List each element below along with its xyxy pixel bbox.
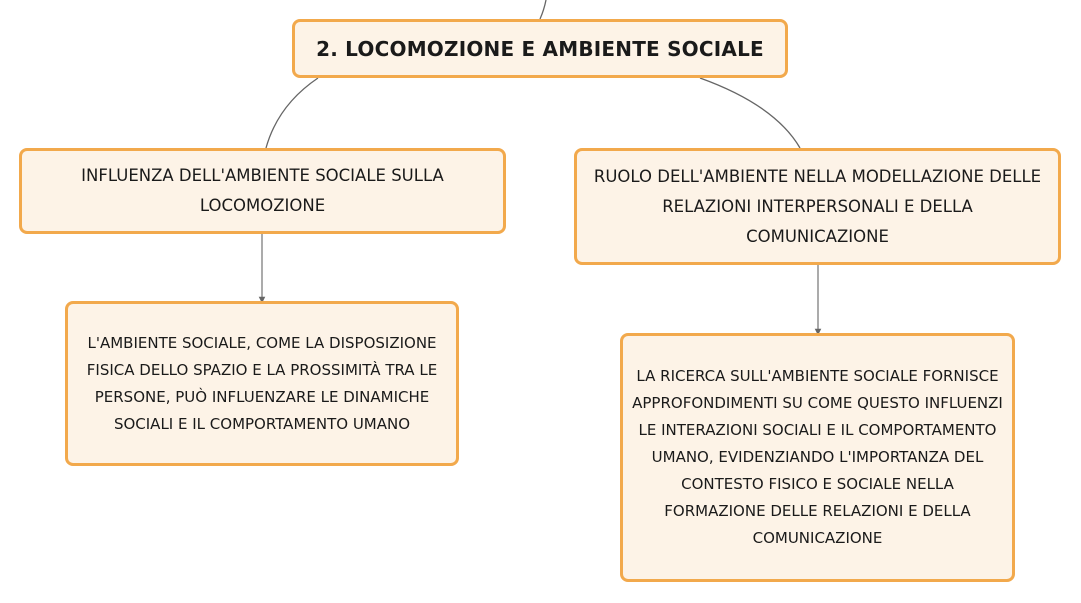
connector-root-to-left-branch (266, 78, 318, 148)
root-topic-label: 2. LOCOMOZIONE E AMBIENTE SOCIALE (316, 36, 764, 61)
subtopic-influenza-label: INFLUENZA DELL'AMBIENTE SOCIALE SULLA LOCOMOZIONE (81, 166, 444, 215)
root-topic-node[interactable] (292, 19, 788, 78)
subtopic-ruolo-label: RUOLO DELL'AMBIENTE NELLA MODELLAZIONE DELLE RELAZIONI INTERPERSONALI E DELLA COMUNICAZIONE (593, 166, 1042, 246)
connector-root-to-right-branch (700, 78, 800, 148)
detail-ricerca-node[interactable] (620, 333, 1015, 582)
detail-ambiente-sociale-node[interactable] (65, 301, 459, 466)
connector-parent-to-root (540, 0, 546, 19)
detail-ricerca-text: LA RICERCA SULL'AMBIENTE SOCIALE FORNISCE APPROFONDIMENTI SU COME QUESTO INFLUENZI LE INTERAZIONI SOCIALI E IL COMPORTAMENTO UMANO, EVIDENZIANDO L'IMPORTANZA DEL CONTESTO FISICO E SOCIALE NELLA FORMAZIONE DELLE RELAZIONI E DELLA COMUNICAZIONE (632, 367, 1003, 547)
subtopic-influenza-node[interactable] (19, 148, 506, 234)
detail-ambiente-sociale-text: L'AMBIENTE SOCIALE, COME LA DISPOSIZIONE FISICA DELLO SPAZIO E LA PROSSIMITÀ TRA LE PERSONE, PUÒ INFLUENZARE LE DINAMICHE SOCIALI E IL COMPORTAMENTO UMANO (86, 333, 438, 433)
subtopic-ruolo-node[interactable] (574, 148, 1061, 265)
